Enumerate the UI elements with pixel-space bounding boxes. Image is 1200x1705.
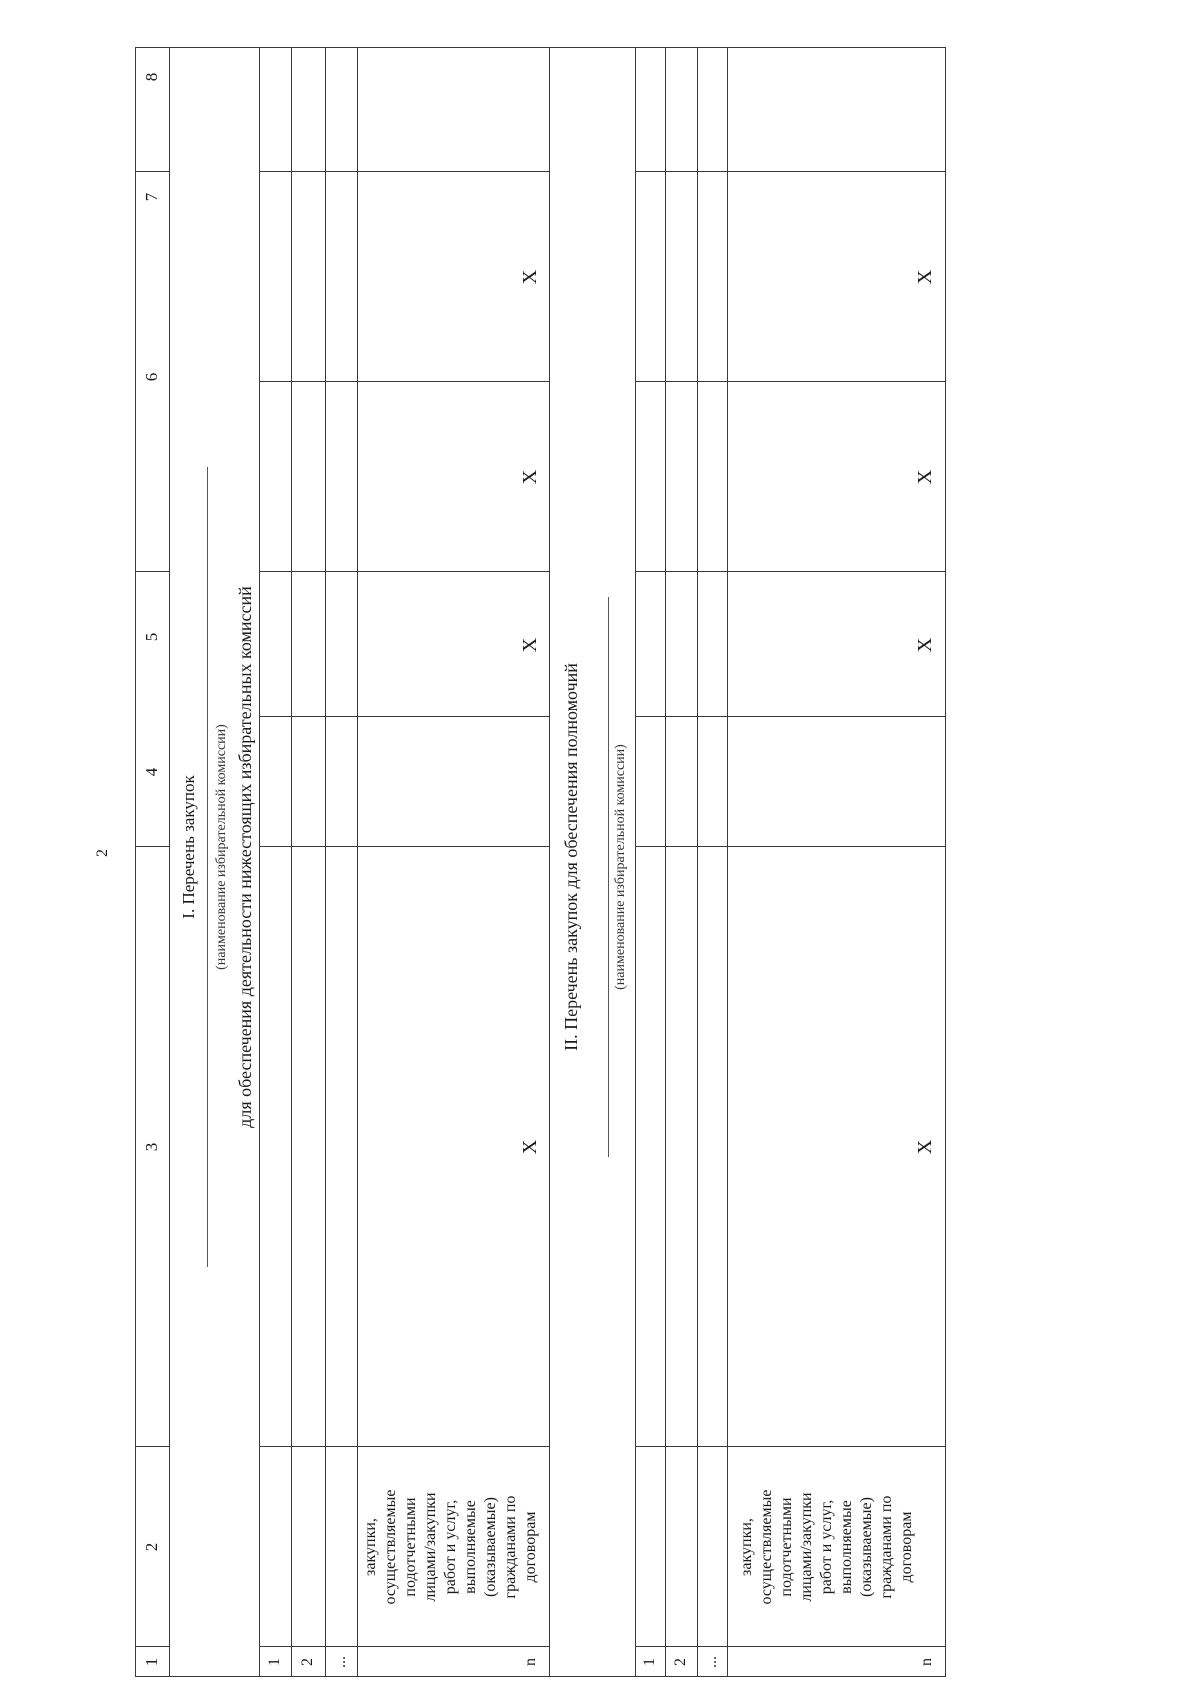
section2-x-mark: X [914, 637, 936, 653]
section1-col-divider [259, 381, 549, 382]
section2-col-divider [635, 571, 945, 572]
table-top-border [135, 47, 136, 1677]
section1-row-line [325, 47, 326, 1677]
column-number: 6 [142, 372, 161, 382]
section1-row-line [291, 47, 292, 1677]
section2-col-divider [635, 716, 945, 717]
column-number: 8 [142, 72, 161, 82]
section2-title: II. Перечень закупок для обеспечения полномочий [561, 663, 581, 1051]
section2-purchase-description: закупки, осуществляемые подотчетными лицами/закупки работ и услуг, выполняемые (оказываемые) гражданами по договорам [738, 1489, 915, 1605]
section2-col-divider [635, 846, 945, 847]
section2-x-mark: X [914, 469, 936, 485]
section2-row-number: 2 [672, 1658, 689, 1666]
section1-row-number: 1 [266, 1658, 283, 1666]
section2-row-line [727, 47, 728, 1677]
section1-subtitle: для обеспечения деятельности нижестоящих избирательных комиссий [235, 586, 255, 1128]
section2-row-number: n [918, 1658, 935, 1666]
section2-row-number: 1 [641, 1658, 658, 1666]
section2-name-line [608, 597, 609, 1157]
column-number: 3 [142, 1142, 161, 1152]
section2-row-number: ... [703, 1656, 720, 1668]
column-number: 5 [142, 632, 161, 642]
section1-col-divider [259, 171, 549, 172]
column-number: 2 [142, 1542, 161, 1552]
section2-col-divider [635, 381, 945, 382]
section2-col-divider [635, 171, 945, 172]
rotated-form-table [135, 47, 1040, 1677]
section1-row-number: ... [332, 1656, 349, 1668]
section2-x-mark: X [914, 1139, 936, 1155]
section1-table-bottom [549, 47, 550, 1677]
section2-row-line [665, 47, 666, 1677]
table-right-border [135, 47, 945, 48]
section1-x-mark: X [519, 1139, 541, 1155]
section1-table-top [259, 47, 260, 1677]
section1-col-divider [259, 716, 549, 717]
section1-row-line [357, 47, 358, 1677]
header-bottom-border [169, 47, 170, 1677]
section2-table-top [635, 47, 636, 1677]
section1-x-mark: X [519, 269, 541, 285]
section1-name-line [207, 467, 208, 1267]
section1-col-divider [259, 571, 549, 572]
section2-x-mark: X [914, 269, 936, 285]
section1-x-mark: X [519, 637, 541, 653]
section1-col-divider [259, 846, 549, 847]
header-col-divider [135, 1446, 169, 1447]
section1-purchase-description: закупки, осуществляемые подотчетными лицами/закупки работ и услуг, выполняемые (оказываемые) гражданами по договорам [362, 1489, 539, 1605]
section1-row-number: 2 [299, 1658, 316, 1666]
header-col-divider [135, 571, 169, 572]
section2-row-line [697, 47, 698, 1677]
section1-row-number: n [522, 1658, 539, 1666]
header-col-divider [135, 846, 169, 847]
header-col-divider [135, 171, 169, 172]
section2-blank-caption: (наименование избирательной комиссии) [613, 744, 628, 990]
column-number: 4 [142, 767, 161, 777]
table-bottom-border [945, 47, 946, 1677]
section1-blank-caption: (наименование избирательной комиссии) [214, 724, 229, 970]
column-number: 7 [142, 192, 161, 202]
page-number: 2 [94, 849, 111, 857]
column-number: 1 [142, 1657, 161, 1667]
section1-x-mark: X [519, 469, 541, 485]
section1-title: I. Перечень закупок [179, 775, 198, 919]
